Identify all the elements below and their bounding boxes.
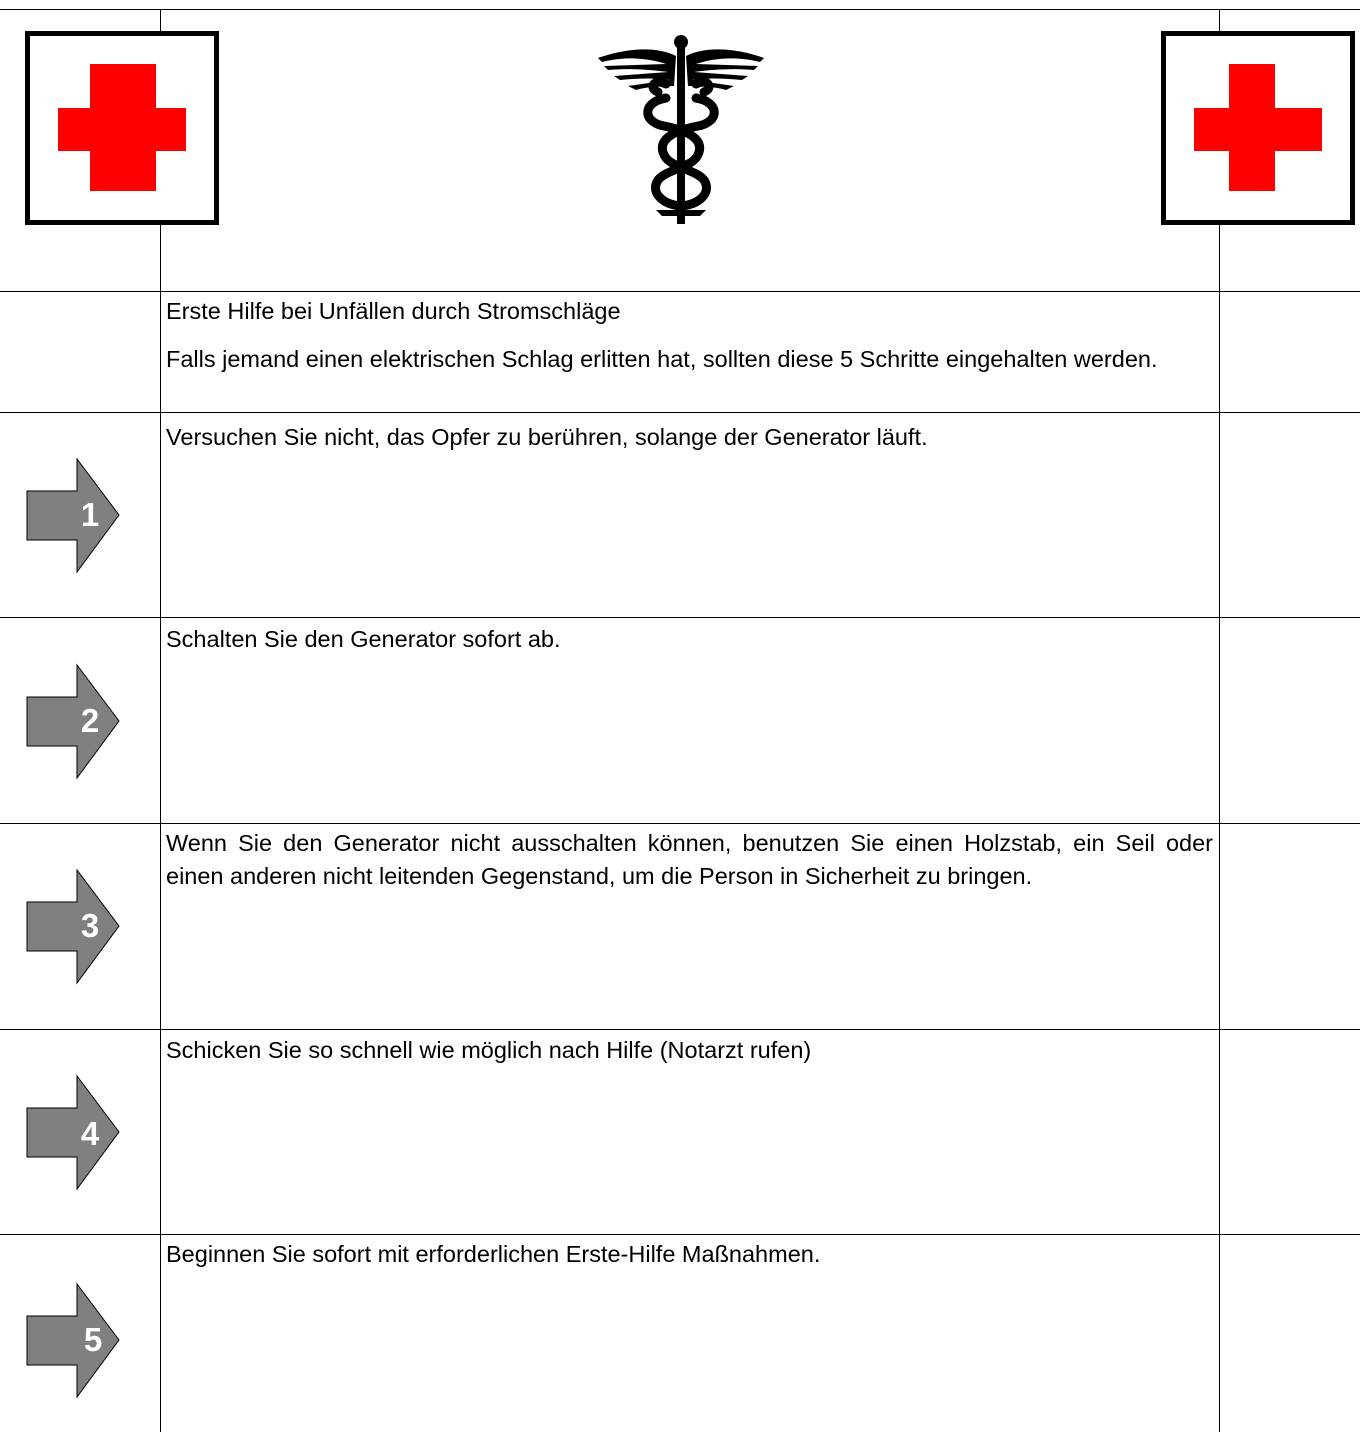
row-divider bbox=[0, 412, 1360, 413]
step-number: 2 bbox=[80, 702, 100, 739]
red-cross-icon bbox=[1161, 31, 1355, 225]
step-number: 1 bbox=[80, 496, 100, 533]
step-text: Schicken Sie so schnell wie möglich nach Hilfe (Notarzt rufen) bbox=[166, 1037, 812, 1063]
page-title: Erste Hilfe bei Unfällen durch Stromschläge bbox=[166, 298, 621, 324]
intro-text: Falls jemand einen elektrischen Schlag erlitten hat, sollten diese 5 Schritte eingehalten werden. bbox=[166, 346, 1158, 372]
step-text: Schalten Sie den Generator sofort ab. bbox=[166, 626, 561, 652]
caduceus-icon bbox=[596, 34, 768, 231]
row-divider bbox=[0, 1234, 1360, 1235]
row-divider bbox=[0, 291, 1360, 292]
row-divider bbox=[0, 1029, 1360, 1030]
step-number: 5 bbox=[83, 1321, 103, 1358]
red-cross-icon bbox=[25, 31, 219, 225]
table-border-top bbox=[0, 9, 1360, 10]
step-text: Wenn Sie den Generator nicht ausschalten können, benutzen Sie einen Holzstab, ein Seil oder einen anderen nicht leitenden Gegenstand, um die Person in Sicherheit zu bringen. bbox=[166, 830, 1213, 889]
step-number: 4 bbox=[80, 1115, 100, 1152]
step-text: Versuchen Sie nicht, das Opfer zu berühren, solange der Generator läuft. bbox=[166, 424, 928, 450]
step-text: Beginnen Sie sofort mit erforderlichen Erste-Hilfe Maßnahmen. bbox=[166, 1241, 821, 1267]
step-number: 3 bbox=[80, 907, 100, 944]
row-divider bbox=[0, 617, 1360, 618]
row-divider bbox=[0, 823, 1360, 824]
